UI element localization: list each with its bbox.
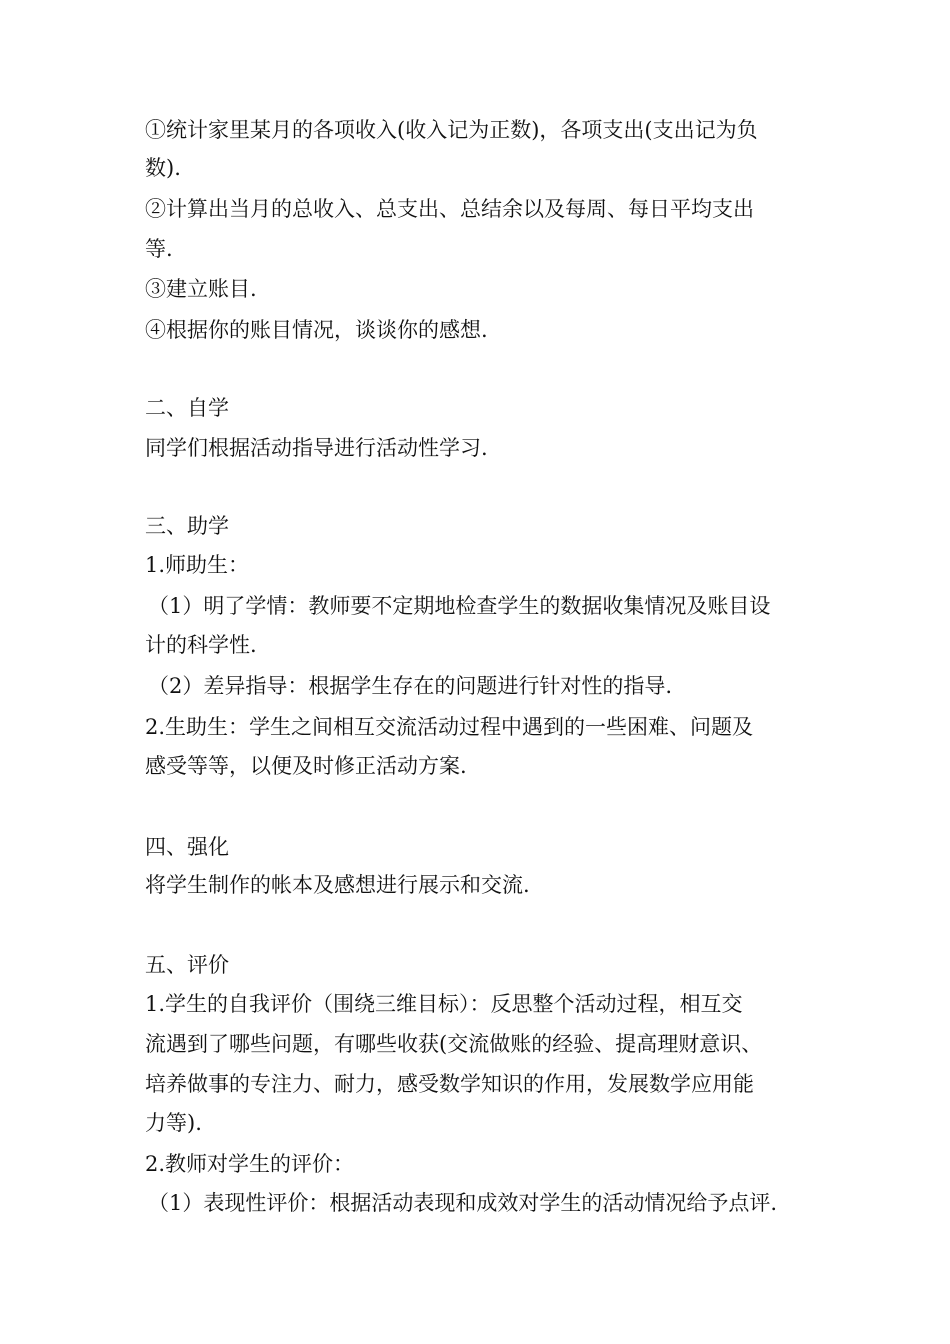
step-1-line-2: 数).: [145, 156, 181, 180]
self-eval-line-4: 力等).: [145, 1111, 202, 1135]
step-3-line: ③建立账目.: [145, 277, 257, 301]
self-eval-line-1: 1.学生的自我评价（围绕三维目标）：反思整个活动过程，相互交: [145, 992, 743, 1016]
step-2-line-2: 等.: [145, 237, 173, 261]
self-eval-line-2: 流遇到了哪些问题，有哪些收获(交流做账的经验、提高理财意识、: [145, 1032, 763, 1056]
student-helps-student-line-1: 2.生助生：学生之间相互交流活动过程中遇到的一些困难、问题及: [145, 715, 754, 739]
section-2-text: 同学们根据活动指导进行活动性学习.: [145, 436, 488, 460]
item-1-line-1: （1）明了学情：教师要不定期地检查学生的数据收集情况及账目设: [148, 594, 771, 618]
section-3-heading: 三、助学: [145, 514, 229, 538]
teacher-eval-item-1: （1）表现性评价：根据活动表现和成效对学生的活动情况给予点评.: [148, 1191, 778, 1215]
student-helps-student-line-2: 感受等等，以便及时修正活动方案.: [145, 754, 467, 778]
section-5-heading: 五、评价: [145, 953, 229, 977]
teacher-eval-heading: 2.教师对学生的评价：: [145, 1152, 355, 1176]
item-1-line-2: 计的科学性.: [145, 633, 257, 657]
item-2-line: （2）差异指导：根据学生存在的问题进行针对性的指导.: [148, 674, 673, 698]
section-2-heading: 二、自学: [145, 396, 229, 420]
step-2-line-1: ②计算出当月的总收入、总支出、总结余以及每周、每日平均支出: [145, 197, 754, 221]
section-4-heading: 四、强化: [145, 835, 229, 859]
step-4-line: ④根据你的账目情况，谈谈你的感想.: [145, 318, 488, 342]
teacher-helps-student-heading: 1.师助生：: [145, 553, 250, 577]
self-eval-line-3: 培养做事的专注力、耐力，感受数学知识的作用，发展数学应用能: [145, 1072, 754, 1096]
step-1-line-1: ①统计家里某月的各项收入(收入记为正数)，各项支出(支出记为负: [145, 118, 758, 142]
section-4-text: 将学生制作的帐本及感想进行展示和交流.: [145, 873, 530, 897]
